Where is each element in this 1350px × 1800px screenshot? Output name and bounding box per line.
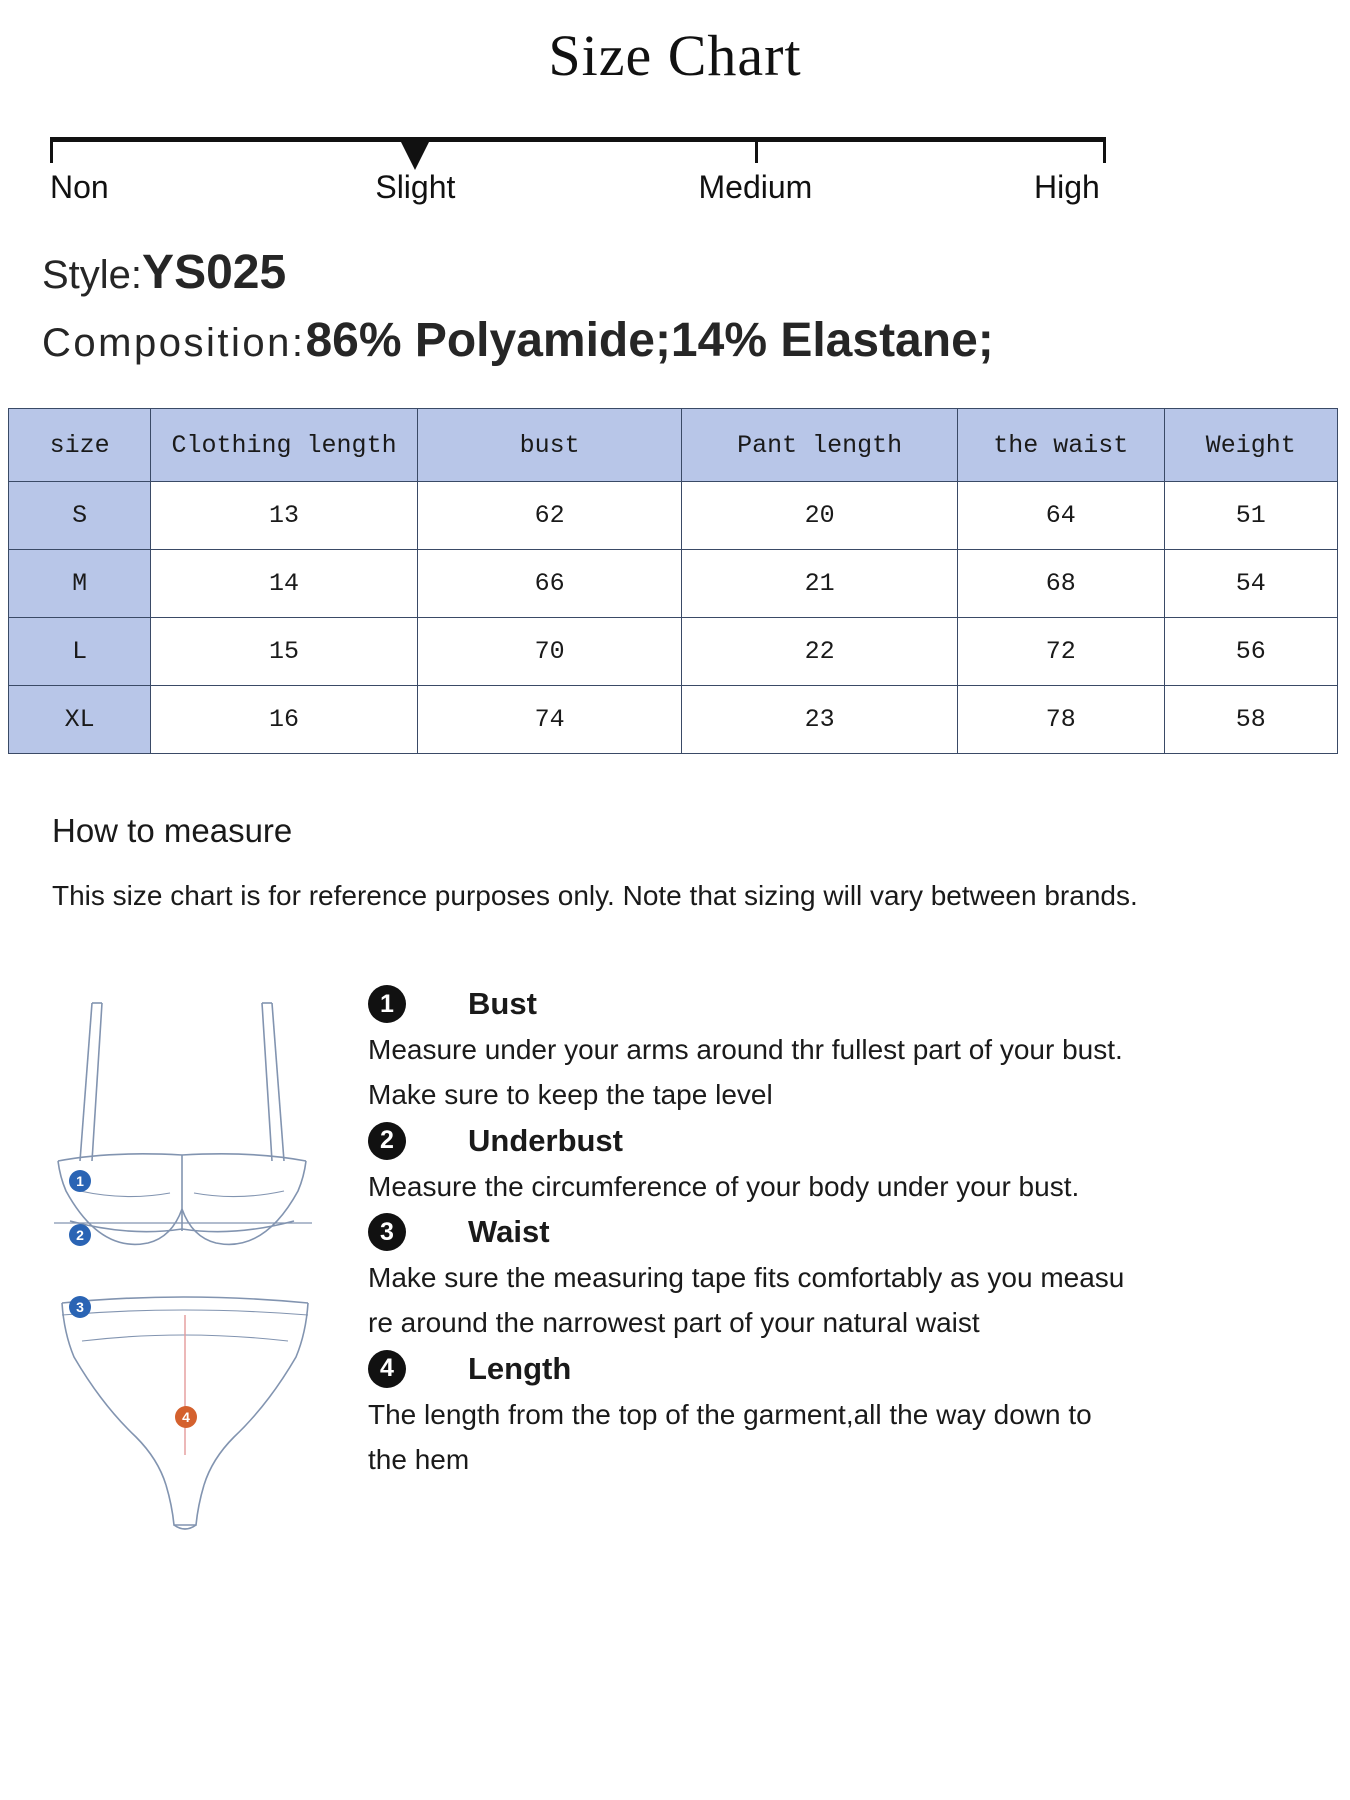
- number-badge-icon: 4: [368, 1350, 406, 1388]
- instruction-title: Length: [468, 1350, 572, 1386]
- scale-label-medium: Medium: [698, 169, 813, 205]
- illustration-markers: [69, 1170, 197, 1428]
- cell-bust: 74: [417, 686, 681, 754]
- col-header-bust: bust: [417, 409, 681, 482]
- cell-clothing_length: 14: [151, 550, 418, 618]
- svg-text:1: 1: [76, 1173, 84, 1189]
- instruction-body: Make sure the measuring tape fits comfortably as you measu re around the narrowest part of your natural waist: [368, 1262, 1125, 1339]
- cell-size: M: [9, 550, 151, 618]
- cell-clothing_length: 15: [151, 618, 418, 686]
- svg-text:3: 3: [76, 1299, 84, 1315]
- cell-bust: 66: [417, 550, 681, 618]
- scale-tick-medium: [755, 141, 758, 163]
- scale-label-high: High: [1034, 169, 1100, 205]
- style-value: YS025: [142, 246, 287, 299]
- instruction-item-underbust: [368, 1122, 1128, 1209]
- number-badge-icon: 3: [368, 1213, 406, 1251]
- cell-weight: 58: [1164, 686, 1337, 754]
- instruction-header: [368, 1213, 1128, 1251]
- scale-bar: [50, 137, 1106, 142]
- col-header-size: size: [9, 409, 151, 482]
- col-header-weight: Weight: [1164, 409, 1337, 482]
- cell-bust: 70: [417, 618, 681, 686]
- col-header-pant-length: Pant length: [682, 409, 958, 482]
- composition-label: Composition:: [42, 321, 306, 365]
- cell-weight: 56: [1164, 618, 1337, 686]
- style-label: Style:: [42, 253, 143, 297]
- scale-tick-non: [50, 141, 53, 163]
- cell-pant_length: 20: [682, 482, 958, 550]
- size-table: [8, 408, 1338, 754]
- cell-weight: 51: [1164, 482, 1337, 550]
- cell-waist: 68: [957, 550, 1164, 618]
- cell-waist: 78: [957, 686, 1164, 754]
- instruction-header: [368, 1350, 1128, 1388]
- garment-illustration: [40, 985, 340, 1545]
- page-title: Size Chart: [548, 23, 802, 88]
- composition-line: [42, 313, 994, 368]
- instruction-title: Bust: [468, 986, 537, 1021]
- table-header-row: [9, 409, 1338, 482]
- cell-waist: 72: [957, 618, 1164, 686]
- col-header-clothing-length: Clothing length: [151, 409, 418, 482]
- scale-label-non: Non: [50, 169, 109, 205]
- how-to-measure-note: This size chart is for reference purposes only. Note that sizing will vary between brands.: [52, 880, 1138, 911]
- measurement-instructions: [368, 985, 1128, 1487]
- bra-drawing: [54, 1003, 312, 1244]
- instruction-body: Measure the circumference of your body under your bust.: [368, 1170, 1080, 1202]
- instruction-header: [368, 985, 1128, 1023]
- cell-pant_length: 22: [682, 618, 958, 686]
- number-badge-icon: 1: [368, 985, 406, 1023]
- cell-weight: 54: [1164, 550, 1337, 618]
- table-row: [9, 686, 1338, 754]
- how-to-measure-heading: How to measure: [52, 812, 293, 849]
- instruction-item-length: [368, 1350, 1128, 1483]
- instruction-header: [368, 1122, 1128, 1160]
- svg-text:4: 4: [182, 1409, 190, 1425]
- table-row: [9, 618, 1338, 686]
- instruction-item-bust: [368, 985, 1128, 1118]
- cell-bust: 62: [417, 482, 681, 550]
- instruction-item-waist: [368, 1213, 1128, 1346]
- cell-clothing_length: 13: [151, 482, 418, 550]
- style-line: [42, 245, 286, 300]
- svg-text:2: 2: [76, 1227, 84, 1243]
- garment-diagram-svg: [40, 985, 340, 1545]
- instruction-body: Measure under your arms around thr fullest part of your bust. Make sure to keep the tape level: [368, 1034, 1123, 1111]
- instruction-body: The length from the top of the garment,all the way down to the hem: [368, 1398, 1092, 1476]
- number-badge-icon: 2: [368, 1122, 406, 1160]
- scale-label-slight: Slight: [375, 169, 456, 205]
- cell-size: L: [9, 618, 151, 686]
- col-header-the-waist: the waist: [957, 409, 1164, 482]
- cell-clothing_length: 16: [151, 686, 418, 754]
- cell-waist: 64: [957, 482, 1164, 550]
- cell-size: XL: [9, 686, 151, 754]
- instruction-title: Underbust: [468, 1122, 623, 1158]
- composition-value: 86% Polyamide;14% Elastane;: [305, 314, 994, 367]
- intensity-scale: [50, 137, 1106, 227]
- instruction-title: Waist: [468, 1214, 550, 1250]
- cell-size: S: [9, 482, 151, 550]
- table-row: [9, 482, 1338, 550]
- cell-pant_length: 21: [682, 550, 958, 618]
- scale-marker-slight: [400, 140, 430, 170]
- table-row: [9, 550, 1338, 618]
- cell-pant_length: 23: [682, 686, 958, 754]
- scale-tick-high: [1103, 141, 1106, 163]
